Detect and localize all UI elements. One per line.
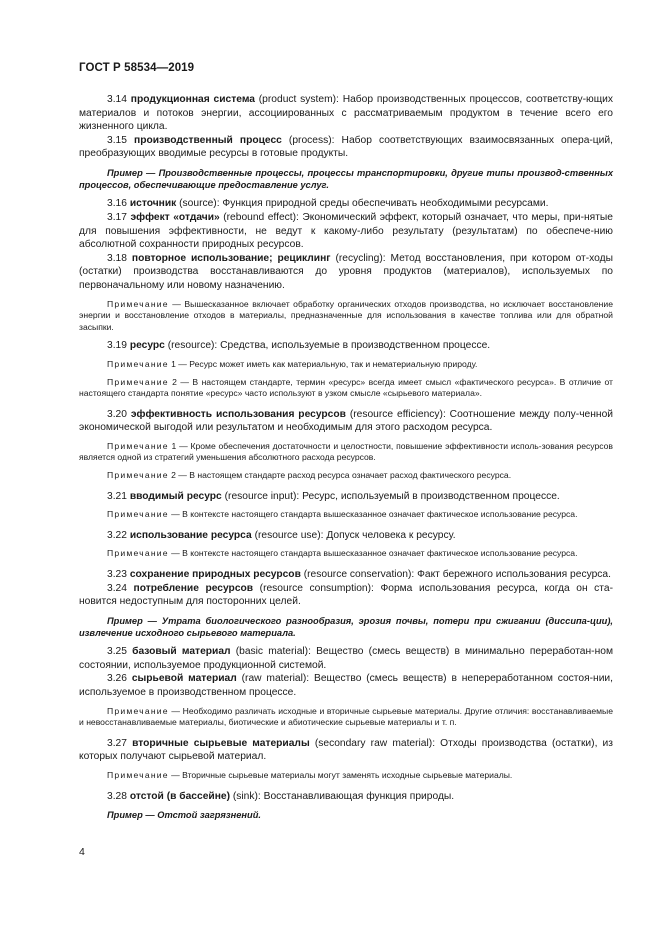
note-label: Примечание	[107, 509, 169, 520]
example-3-24	[79, 615, 613, 639]
document-header: ГОСТ Р 58534—2019	[79, 62, 195, 74]
note-text: — В контексте настоящего стандарта вышесказанное означает фактическое использование ресурса.	[168, 509, 578, 520]
term-name: эффект «отдачи»	[130, 211, 220, 223]
note-label: Примечание	[107, 470, 169, 481]
term-number: 3.21	[107, 490, 127, 502]
term-3-24	[79, 582, 613, 609]
note-label: Примечание	[107, 358, 169, 369]
note-3-20-1	[79, 441, 613, 464]
term-definition: (recycling): Метод восстановления, при котором от-ходы (остатки) производства восстанавливаются до уровня продуктов (материалов), используемых по первоначальному или новому назначению.	[79, 252, 613, 291]
term-name: потребление ресурсов	[133, 582, 254, 594]
note-label: Примечание	[107, 298, 169, 309]
term-definition: (resource use): Допуск человека к ресурсу.	[251, 529, 456, 541]
term-name: вводимый ресурс	[129, 490, 222, 502]
term-definition: (sink): Восстанавливающая функция природы.	[230, 790, 455, 802]
note-3-20-2	[79, 470, 613, 482]
term-3-17	[79, 211, 613, 252]
term-definition: (source): Функция природной среды обеспечивать необходимыми ресурсами.	[176, 198, 549, 210]
term-definition: (rebound effect): Экономический эффект, который означает, что меры, при-нятые для повышения эффективности, не ведут к какому-либо результату (результатам) по обеспече-нию абсолютной сохранности природных ресурсов.	[79, 211, 613, 251]
note-3-19-2	[79, 377, 613, 400]
note-label: Примечание	[107, 705, 169, 716]
term-3-18	[79, 252, 613, 293]
term-3-26	[79, 672, 613, 699]
term-number: 3.17	[107, 211, 127, 223]
term-name: производственный процесс	[134, 134, 282, 146]
term-name: эффективность использования ресурсов	[130, 408, 346, 420]
term-number: 3.22	[107, 529, 127, 541]
term-name: источник	[129, 198, 177, 210]
term-number: 3.14	[107, 94, 127, 105]
term-3-16	[79, 197, 613, 211]
note-3-26	[79, 706, 613, 729]
example-text: — Отстой загрязнений.	[142, 810, 261, 821]
note-3-22	[79, 548, 613, 560]
term-3-20	[79, 408, 613, 435]
term-number: 3.23	[107, 569, 127, 581]
note-text: — Вторичные сырьевые материалы могут заменять исходные сырьевые материалы.	[168, 769, 513, 780]
note-text: 1 — Кроме обеспечения достаточности и целостности, повышение эффективности исполь-зования ресурсов является одной из стратегий уменьшения абсолютного расхода ресурсов.	[79, 440, 613, 463]
term-number: 3.15	[107, 134, 127, 146]
term-name: базовый материал	[132, 646, 231, 658]
term-name: продукционная система	[130, 94, 255, 105]
term-number: 3.16	[107, 198, 127, 210]
term-name: отстой (в бассейне)	[129, 790, 231, 802]
note-3-19-1	[79, 359, 613, 371]
term-definition: (basic material): Вещество (смесь веществ) в минимально переработан-ном состоянии, используемое продукционной системой.	[79, 646, 613, 671]
example-label: Пример	[107, 167, 143, 178]
example-3-28	[79, 809, 613, 821]
term-3-25	[79, 645, 613, 672]
example-label: Пример	[107, 615, 143, 626]
term-3-22	[79, 529, 613, 543]
term-name: повторное использование; рециклинг	[131, 252, 331, 264]
term-3-19	[79, 339, 613, 353]
term-name: сырьевой материал	[131, 673, 237, 685]
example-text: — Производственные процессы, процессы транспортировки, другие типы производ-ственных процессов, обеспечивающие предоставление услуг.	[79, 167, 613, 191]
term-3-21	[79, 490, 613, 504]
example-label: Пример	[107, 810, 143, 821]
term-name: использование ресурса	[129, 529, 252, 541]
term-name: вторичные сырьевые материалы	[132, 737, 310, 749]
term-3-28	[79, 790, 613, 804]
term-definition: (process): Набор соответствующих взаимосвязанных опера-ций, преобразующих вводимые ресурсы в готовые продукты.	[79, 134, 613, 160]
note-label: Примечание	[107, 548, 169, 559]
note-text: — Вышесказанное включает обработку органических отходов производства, но исключает восстановление энергии и восстановление отходов в материалы, предназначенные для использования в качестве топлива или для обратной засыпки.	[79, 298, 613, 332]
term-number: 3.28	[107, 790, 127, 802]
example-text: — Утрата биологического разнообразия, эрозия почвы, потери при сжигании (диссипа-ции), извлечение исходного сырьевого материала.	[79, 615, 613, 639]
term-number: 3.26	[107, 673, 127, 685]
term-definition: (resource): Средства, используемые в производственном процессе.	[164, 340, 491, 352]
note-label: Примечание	[107, 769, 169, 780]
term-number: 3.18	[107, 252, 127, 264]
note-text: 2 — В настоящем стандарте расход ресурса означает расход фактического ресурса.	[168, 470, 512, 481]
note-text: 1 — Ресурс может иметь как материальную, так и нематериальную природу.	[168, 358, 478, 369]
term-3-27	[79, 737, 613, 764]
term-number: 3.19	[107, 340, 127, 352]
term-definition: (resource efficiency): Соотношение между полу-ченной экономической выгодой или результатом и необходимым для этого расходом ресурса.	[79, 408, 613, 434]
note-3-18	[79, 299, 613, 334]
term-number: 3.27	[107, 737, 127, 749]
term-3-15	[79, 134, 613, 161]
term-name: сохранение природных ресурсов	[129, 569, 301, 581]
term-definition: (resource consumption): Форма использования ресурса, когда он ста-новится недоступным для посторонних целей.	[79, 582, 613, 608]
note-text: — Необходимо различать исходные и вторичные сырьевые материалы. Другие отличия: восстанавливаемые и невосстанавливаемые материалы, биотические и абиотические сырьевые материалы и т. п.	[79, 705, 613, 728]
term-3-23	[79, 568, 613, 582]
note-label: Примечание	[107, 376, 169, 387]
term-number: 3.25	[107, 646, 127, 658]
note-text: — В контексте настоящего стандарта вышесказанное означает фактическое использование ресурса.	[168, 548, 578, 559]
example-3-15	[79, 167, 613, 191]
term-name: ресурс	[129, 340, 165, 352]
term-number: 3.20	[107, 408, 127, 420]
note-label: Примечание	[107, 440, 169, 451]
document-body	[79, 93, 613, 821]
note-3-21	[79, 509, 613, 521]
term-definition: (resource conservation): Факт бережного использования ресурса.	[300, 569, 611, 581]
term-definition: (product system): Набор производственных процессов, соответству-ющих материалов и потоков энергии, ассоциированных с рассматриваемым продуктом в течение всего его жизненного цикла.	[79, 94, 613, 133]
note-text: 2 — В настоящем стандарте, термин «ресурс» всегда имеет смысл «фактического ресурса». В отличие от настоящего стандарта понятие «ресурс» часто используют в узком смысле «сырьевого материала».	[79, 376, 613, 399]
page-number: 4	[79, 846, 85, 858]
note-3-27	[79, 770, 613, 782]
term-definition: (secondary raw material): Отходы производства (остатки), из которых получают сырьевой материал.	[79, 737, 613, 763]
term-definition: (resource input): Ресурс, используемый в производственном процессе.	[221, 490, 560, 502]
term-definition: (raw material): Вещество (смесь веществ) в непереработанном состоя-нии, используемое в производственном процессе.	[79, 673, 613, 698]
term-number: 3.24	[107, 582, 127, 594]
term-3-14	[79, 93, 613, 134]
